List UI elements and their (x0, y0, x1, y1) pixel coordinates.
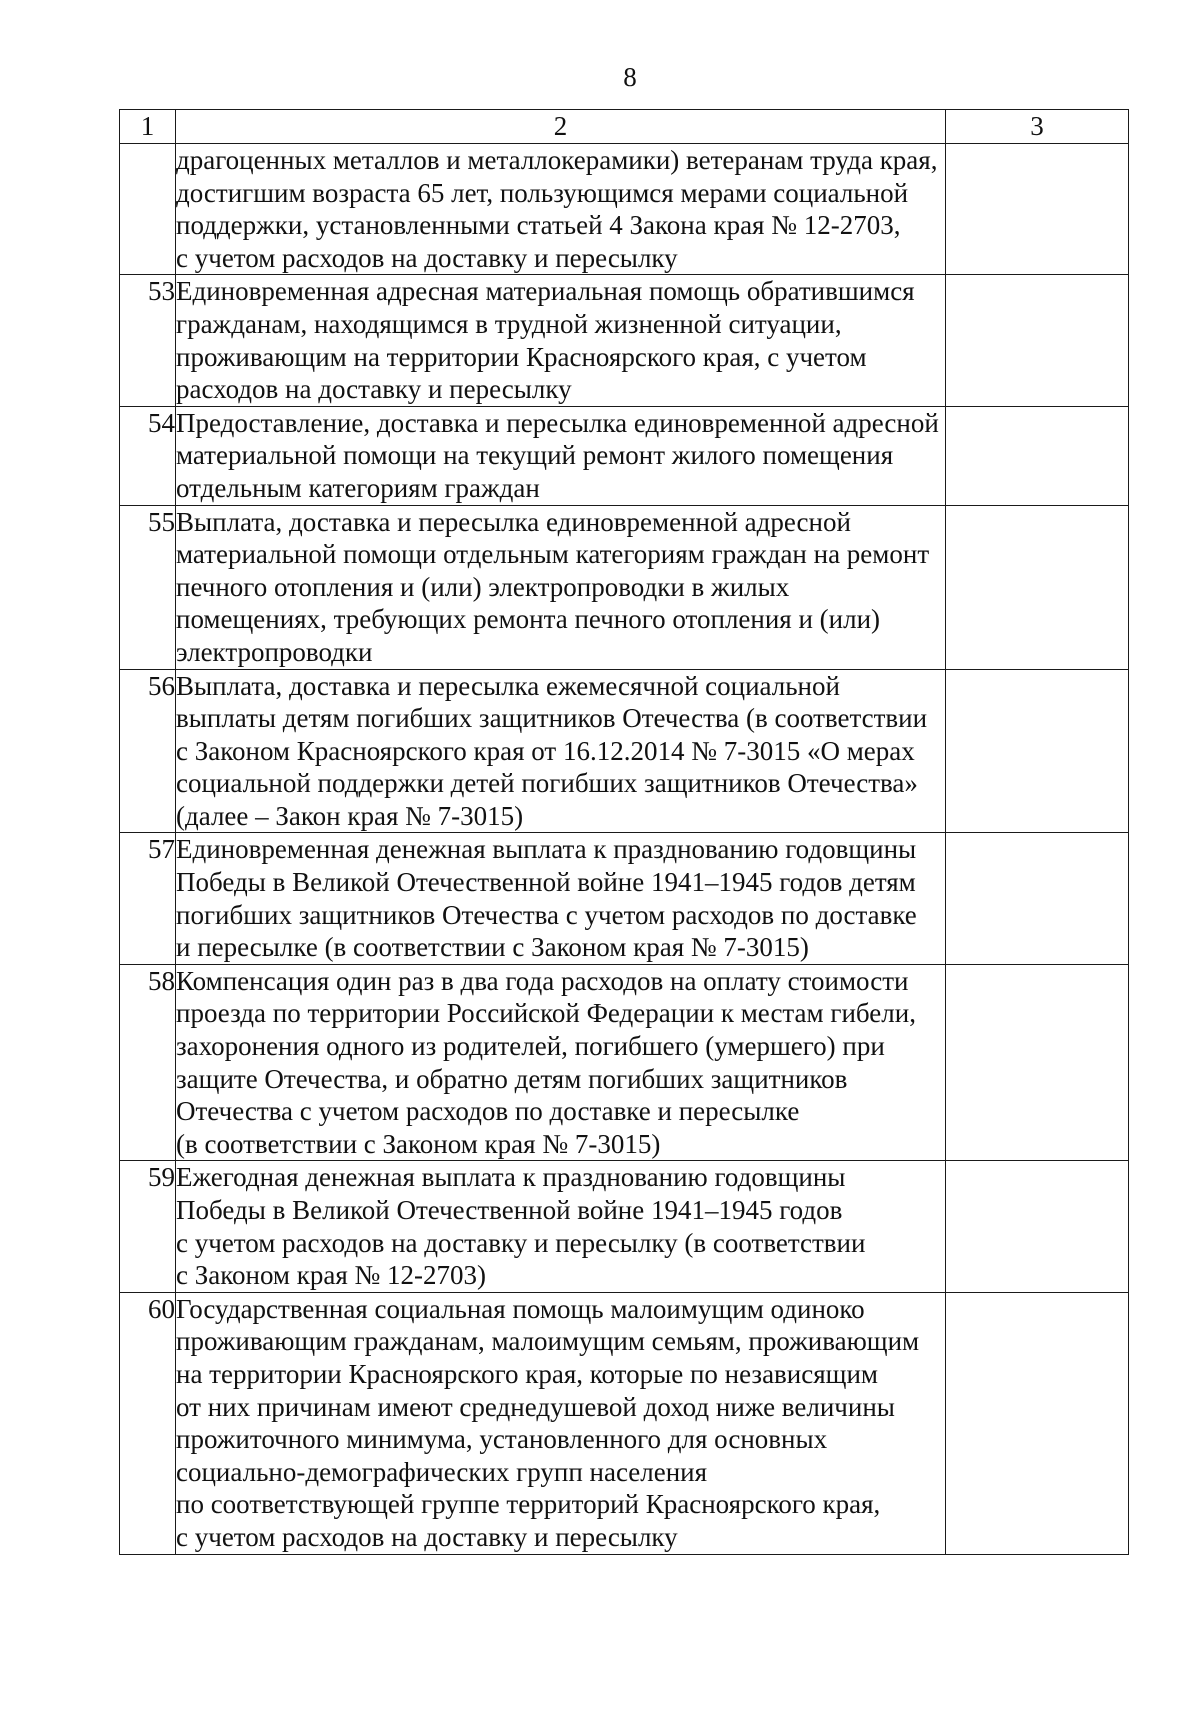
row-description (176, 505, 946, 669)
description-line: по соответствующей группе территорий Красноярского края, (176, 1489, 881, 1520)
description-line: на территории Красноярского края, которые по независящим (176, 1358, 878, 1389)
description-line: помещениях, требующих ремонта печного отопления и (или) (176, 604, 881, 635)
description-line: (далее – Закон края № 7-3015) (176, 800, 524, 831)
description-line: драгоценных металлов и металлокерамики) ветеранам труда края, (176, 145, 938, 175)
description-line: и пересылке (в соответствии с Законом края № 7-3015) (176, 932, 809, 963)
description-line: с учетом расходов на доставку и пересылку (в соответствии (176, 1227, 866, 1258)
row-column-3 (946, 669, 1129, 833)
description-line: (в соответствии с Законом края № 7-3015) (176, 1128, 661, 1159)
description-line: материальной помощи отдельным категориям граждан на ремонт (176, 539, 930, 570)
table-row (120, 275, 1129, 406)
row-number: 57 (120, 833, 176, 964)
description-line: от них причинам имеют среднедушевой доход ниже величины (176, 1391, 895, 1422)
row-column-3 (946, 275, 1129, 406)
description-line: достигшим возраста 65 лет, пользующимся мерами социальной (176, 177, 909, 208)
row-description (176, 833, 946, 964)
table-row (120, 964, 1129, 1161)
row-column-3 (946, 144, 1129, 275)
description-line: поддержки, установленными статьей 4 Закона края № 12-2703, (176, 210, 901, 241)
measures-table (119, 109, 1129, 1555)
row-number: 56 (120, 669, 176, 833)
description-line: с Законом края № 12-2703) (176, 1260, 487, 1291)
row-column-3 (946, 964, 1129, 1161)
row-column-3 (946, 1292, 1129, 1554)
description-line: Компенсация один раз в два года расходов на оплату стоимости (176, 965, 909, 996)
description-line: с учетом расходов на доставку и пересылку (176, 1521, 678, 1552)
description-line: Победы в Великой Отечественной войне 1941–1945 годов (176, 1195, 843, 1225)
table-row (120, 1292, 1129, 1554)
description-line: расходов на доставку и пересылку (176, 374, 572, 405)
description-line: печного отопления и (или) электропроводки в жилых (176, 571, 790, 602)
description-line: отдельным категориям граждан (176, 472, 540, 503)
description-line: с учетом расходов на доставку и пересылку (176, 242, 678, 273)
description-line: защите Отечества, и обратно детям погибших защитников (176, 1063, 848, 1094)
description-line: с Законом Красноярского края от 16.12.2014 № 7-3015 «О мерах (176, 735, 915, 766)
description-line: проезда по территории Российской Федерации к местам гибели, (176, 998, 916, 1029)
table-header-row (120, 110, 1129, 144)
description-line: социальной поддержки детей погибших защитников Отечества» (176, 768, 918, 799)
description-line: материальной помощи на текущий ремонт жилого помещения (176, 440, 894, 471)
description-line: Единовременная денежная выплата к празднованию годовщины (176, 834, 917, 865)
row-description (176, 1292, 946, 1554)
row-number: 60 (120, 1292, 176, 1554)
row-number: 58 (120, 964, 176, 1161)
row-number: 53 (120, 275, 176, 406)
row-description (176, 275, 946, 406)
description-line: Победы в Великой Отечественной войне 1941–1945 годов детям (176, 867, 916, 898)
row-column-3 (946, 833, 1129, 964)
table-row (120, 144, 1129, 275)
description-line: проживающим гражданам, малоимущим семьям, проживающим (176, 1326, 920, 1357)
description-line: Предоставление, доставка и пересылка единовременной адресной (176, 407, 939, 438)
row-number: 54 (120, 406, 176, 505)
description-line: проживающим на территории Красноярского края, с учетом (176, 341, 867, 372)
row-description (176, 144, 946, 275)
table-row (120, 833, 1129, 964)
row-description (176, 406, 946, 505)
table-body (120, 144, 1129, 1555)
description-line: Отечества с учетом расходов по доставке и пересылке (176, 1096, 800, 1127)
table-row (120, 669, 1129, 833)
row-number: 55 (120, 505, 176, 669)
description-line: гражданам, находящимся в трудной жизненной ситуации, (176, 308, 842, 339)
row-number (120, 144, 176, 275)
table-row (120, 1161, 1129, 1292)
description-line: Единовременная адресная материальная помощь обратившимся (176, 276, 915, 307)
description-line: Выплата, доставка и пересылка ежемесячной социальной (176, 670, 840, 701)
page-number: 8 (623, 62, 637, 92)
table-row (120, 505, 1129, 669)
description-line: выплаты детям погибших защитников Отечества (в соответствии (176, 703, 928, 734)
description-line: Государственная социальная помощь малоимущим одиноко (176, 1293, 865, 1324)
column-header-3: 3 (946, 110, 1129, 144)
row-description (176, 964, 946, 1161)
table-row (120, 406, 1129, 505)
description-line: погибших защитников Отечества с учетом расходов по доставке (176, 899, 917, 930)
description-line: Выплата, доставка и пересылка единовременной адресной (176, 506, 851, 537)
row-column-3 (946, 406, 1129, 505)
column-header-1: 1 (120, 110, 176, 144)
row-column-3 (946, 1161, 1129, 1292)
row-description (176, 1161, 946, 1292)
description-line: прожиточного минимума, установленного для основных (176, 1424, 828, 1455)
description-line: электропроводки (176, 636, 373, 667)
description-line: Ежегодная денежная выплата к празднованию годовщины (176, 1162, 846, 1193)
description-line: социально-демографических групп населения (176, 1456, 708, 1487)
row-description (176, 669, 946, 833)
description-line: захоронения одного из родителей, погибшего (умершего) при (176, 1031, 885, 1062)
row-number: 59 (120, 1161, 176, 1292)
row-column-3 (946, 505, 1129, 669)
column-header-2: 2 (176, 110, 946, 144)
